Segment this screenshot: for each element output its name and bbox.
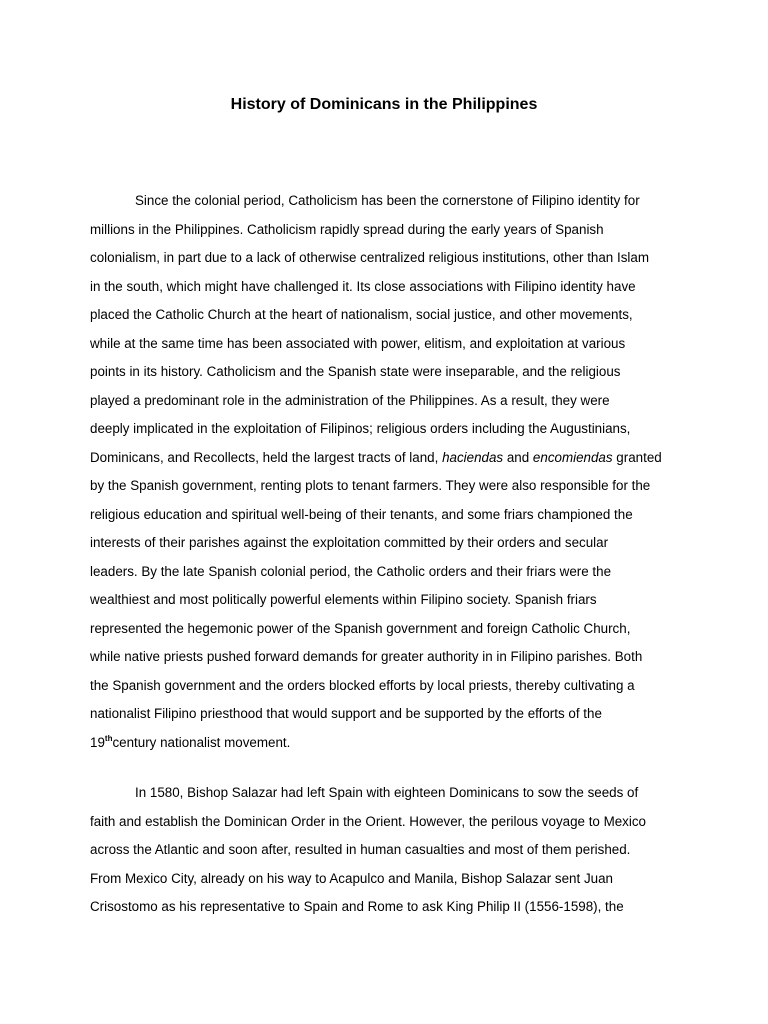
text-line: played a predominant role in the administration of the Philippines. As a result, they were xyxy=(90,392,610,408)
text-line: nationalist Filipino priesthood that would support and be supported by the efforts of the xyxy=(90,706,602,721)
ordinal-superscript: th xyxy=(104,733,113,743)
text-line: while native priests pushed forward demands for greater authority in in Filipino parishes. Both xyxy=(90,649,643,664)
paragraph-bishop-salazar xyxy=(90,779,686,922)
text-line-last xyxy=(90,729,686,758)
text-line: From Mexico City, already on his way to Acapulco and Manila, Bishop Salazar sent Juan xyxy=(90,870,613,886)
text-line: interests of their parishes against the exploitation committed by their orders and secular xyxy=(90,535,609,550)
text-line: wealthiest and most politically powerful elements within Filipino society. Spanish friars xyxy=(90,592,597,607)
text-line: Crisostomo as his representative to Spain and Rome to ask King Philip II (1556-1598), the xyxy=(90,899,624,914)
paragraph-colonial-catholicism xyxy=(90,187,686,757)
page-title: History of Dominicans in the Philippines xyxy=(230,96,538,113)
italic-term-haciendas: haciendas xyxy=(442,449,504,465)
text-line: in the south, which might have challenged it. Its close associations with Filipino identity have xyxy=(90,278,636,294)
text-line: deeply implicated in the exploitation of Filipinos; religious orders including the Augustinians, xyxy=(90,421,631,436)
text-line: Since the colonial period, Catholicism has been the cornerstone of Filipino identity for xyxy=(135,193,640,208)
italic-term-encomiendas: encomiendas xyxy=(532,449,613,465)
text-segment: granted xyxy=(612,449,662,465)
text-segment: Dominicans, and Recollects, held the largest tracts of land, xyxy=(90,449,443,465)
text-line: millions in the Philippines. Catholicism rapidly spread during the early years of Spanish xyxy=(90,221,604,237)
text-line: religious education and spiritual well-being of their tenants, and some friars championed the xyxy=(90,506,633,522)
text-line: by the Spanish government, renting plots to tenant farmers. They were also responsible for the xyxy=(90,478,651,493)
text-line: In 1580, Bishop Salazar had left Spain with eighteen Dominicans to sow the seeds of xyxy=(135,785,639,800)
text-line: leaders. By the late Spanish colonial period, the Catholic orders and their friars were the xyxy=(90,563,612,579)
text-line: across the Atlantic and soon after, resulted in human casualties and most of them perished. xyxy=(90,842,631,857)
text-segment: century nationalist movement. xyxy=(112,734,291,750)
text-line-with-italics xyxy=(90,444,686,473)
text-line: the Spanish government and the orders blocked efforts by local priests, thereby cultivating a xyxy=(90,677,635,693)
text-segment: and xyxy=(503,449,533,465)
text-line: represented the hegemonic power of the Spanish government and foreign Catholic Church, xyxy=(90,620,631,636)
century-number: 19 xyxy=(90,734,105,750)
text-line: placed the Catholic Church at the heart of nationalism, social justice, and other movements, xyxy=(90,307,633,322)
text-line: faith and establish the Dominican Order in the Orient. However, the perilous voyage to Mexico xyxy=(90,813,646,829)
text-line: colonialism, in part due to a lack of otherwise centralized religious institutions, other than Islam xyxy=(90,250,649,265)
text-line: while at the same time has been associated with power, elitism, and exploitation at various xyxy=(90,335,626,351)
text-line: points in its history. Catholicism and the Spanish state were inseparable, and the religious xyxy=(90,364,621,379)
